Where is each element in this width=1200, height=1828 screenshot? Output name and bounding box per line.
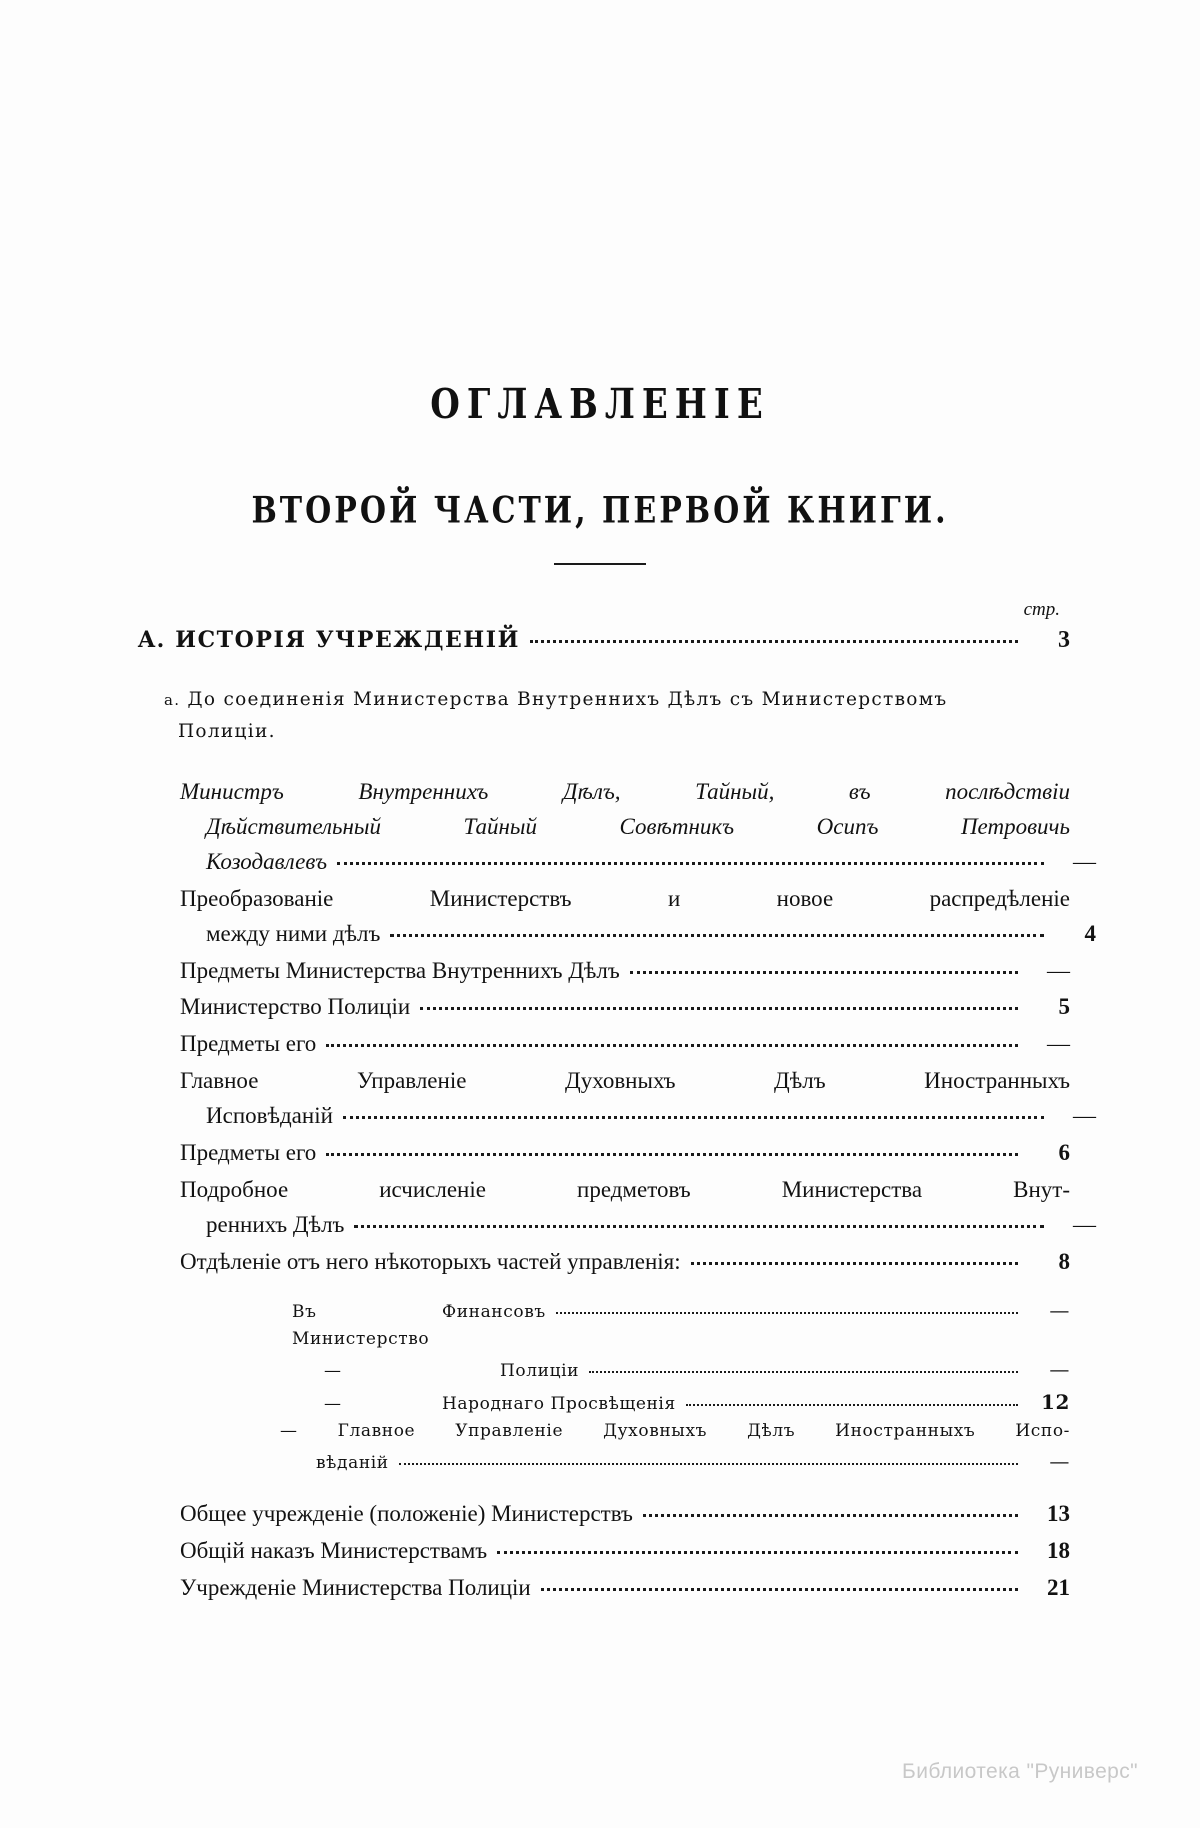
page-title: ОГЛАВЛЕНІЕ	[430, 380, 770, 429]
dot-leader	[497, 1551, 1018, 1554]
dot-leader	[643, 1514, 1018, 1517]
dot-leader	[691, 1262, 1018, 1265]
toc-sub-entry-list	[180, 1294, 1070, 1477]
subsection-letter: a.	[164, 691, 181, 709]
toc-entry-line: Дѣйствительный Тайный Совѣтникъ Осипъ Петровичь	[206, 813, 1070, 839]
toc-entry[interactable]	[180, 1027, 1070, 1062]
toc-sub-entry-col2: Финансовъ	[442, 1302, 546, 1323]
dot-leader	[420, 1007, 1018, 1010]
toc-entry-page: 21	[1047, 1575, 1070, 1601]
dot-leader	[541, 1588, 1018, 1591]
toc-entry-page: —	[1073, 848, 1096, 874]
dot-leader	[337, 862, 1044, 865]
toc-sub-entry-col2: вѣданій	[316, 1453, 389, 1474]
toc-sub-entry[interactable]	[292, 1294, 1070, 1353]
toc-sub-entry[interactable]	[292, 1386, 1070, 1418]
toc-entry-line: реннихъ Дѣлъ	[206, 1212, 345, 1238]
toc-entry-page: —	[1047, 1031, 1070, 1057]
toc-entry-line: Козодавлевъ	[206, 848, 328, 874]
toc-entry-line: Предметы его	[180, 1031, 317, 1057]
toc-entry-line: между ними дѣлъ	[206, 920, 381, 946]
toc-entry[interactable]	[180, 882, 1096, 952]
dot-leader	[399, 1463, 1018, 1465]
toc-entry[interactable]	[180, 1534, 1070, 1569]
dot-leader	[343, 1116, 1044, 1119]
toc-entry-line: Предметы Министерства Внутреннихъ Дѣлъ	[180, 957, 620, 983]
dot-leader	[686, 1404, 1018, 1406]
toc-entry-line: Подробное исчисленіе предметовъ Министерства Внут-	[180, 1177, 1070, 1203]
toc-entry-line: Министерство Полиціи	[180, 994, 411, 1020]
toc-entry-line: Общее учрежденіе (положеніе) Министерствъ	[180, 1501, 633, 1527]
toc-sub-entry-page: —	[1049, 1298, 1070, 1323]
toc-entry-page: 13	[1047, 1501, 1070, 1527]
toc-entry-line: Исповѣданій	[206, 1103, 333, 1129]
toc-entry-page: —	[1047, 957, 1070, 983]
toc-entry-list	[130, 775, 1096, 1606]
toc-entry-line: Главное Управленіе Духовныхъ Дѣлъ Иностранныхъ	[180, 1068, 1070, 1094]
toc-entry[interactable]	[180, 954, 1070, 989]
toc-entry[interactable]	[180, 1136, 1070, 1171]
dot-leader	[390, 934, 1044, 937]
toc-entry-page: —	[1073, 1212, 1096, 1238]
toc-sub-entry-col1: — Главное Управленіе Духовныхъ Дѣлъ Иностранныхъ Испо-	[280, 1420, 1070, 1441]
toc-sub-entry[interactable]	[280, 1418, 1070, 1477]
divider-rule	[554, 563, 646, 565]
toc-sub-entry-col1: —	[324, 1361, 342, 1382]
dot-leader	[354, 1225, 1044, 1228]
toc-entry[interactable]	[180, 1173, 1096, 1243]
toc-entry-line: Отдѣленіе отъ него нѣкоторыхъ частей управленія:	[180, 1249, 681, 1275]
dot-leader	[589, 1371, 1018, 1373]
toc-sub-entry-col1: —	[324, 1393, 342, 1414]
toc-sub-entry-page: —	[1049, 1449, 1070, 1474]
dot-leader	[326, 1044, 1018, 1047]
library-watermark: Библиотека "Руниверс"	[902, 1760, 1138, 1783]
dot-leader	[326, 1153, 1018, 1156]
toc-entry[interactable]	[180, 1245, 1070, 1280]
subsection-text: До соединенія Министерства Внутреннихъ Дѣлъ съ Министерствомъ Полиціи.	[178, 689, 948, 743]
toc-sub-entry[interactable]	[292, 1353, 1070, 1385]
toc-entry[interactable]	[180, 1497, 1070, 1532]
toc-entry-page: —	[1073, 1103, 1096, 1129]
toc-entry-page: 8	[1058, 1249, 1070, 1275]
toc-entry-line: Общій наказъ Министерствамъ	[180, 1538, 488, 1564]
page-column-header: стр.	[1023, 599, 1060, 620]
page-subtitle: ВТОРОЙ ЧАСТИ, ПЕРВОЙ КНИГИ.	[251, 490, 949, 532]
toc-entry-line: Учрежденіе Министерства Полиціи	[180, 1575, 531, 1601]
dot-leader	[530, 640, 1018, 643]
toc-section-history[interactable]	[130, 627, 1070, 654]
toc-entry[interactable]	[180, 775, 1096, 880]
dot-leader	[630, 971, 1018, 974]
toc-sub-entry-page: —	[1049, 1357, 1070, 1382]
dot-leader	[556, 1312, 1018, 1314]
toc-entry-line: Преобразованіе Министерствъ и новое распредѣленіе	[180, 885, 1070, 911]
toc-entry-line: Министръ Внутреннихъ Дѣлъ, Тайный, въ послѣдствіи	[180, 778, 1070, 804]
toc-section-label: A. ИСТОРІЯ УЧРЕЖДЕНІЙ	[138, 627, 521, 653]
toc-entry-page: 18	[1047, 1538, 1070, 1564]
toc-entry-page: 4	[1084, 920, 1096, 946]
toc-entry[interactable]	[180, 1064, 1096, 1134]
toc-entry[interactable]	[180, 990, 1070, 1025]
toc-subsection-heading	[130, 684, 1038, 749]
toc-sub-entry-col2: Полиціи	[500, 1361, 580, 1382]
toc-sub-entry-col2: Народнаго Просвѣщенія	[442, 1393, 676, 1414]
toc-sub-entry-col1: Въ Министерство	[292, 1302, 430, 1350]
toc-entry-page: 6	[1058, 1140, 1070, 1166]
toc-entry-line: Предметы его	[180, 1140, 317, 1166]
toc-entry[interactable]	[180, 1571, 1070, 1606]
toc-sub-entry-page: 12	[1040, 1389, 1070, 1414]
table-of-contents	[130, 380, 1096, 1608]
toc-entry-page: 5	[1058, 994, 1070, 1020]
toc-section-page: 3	[1058, 627, 1070, 653]
